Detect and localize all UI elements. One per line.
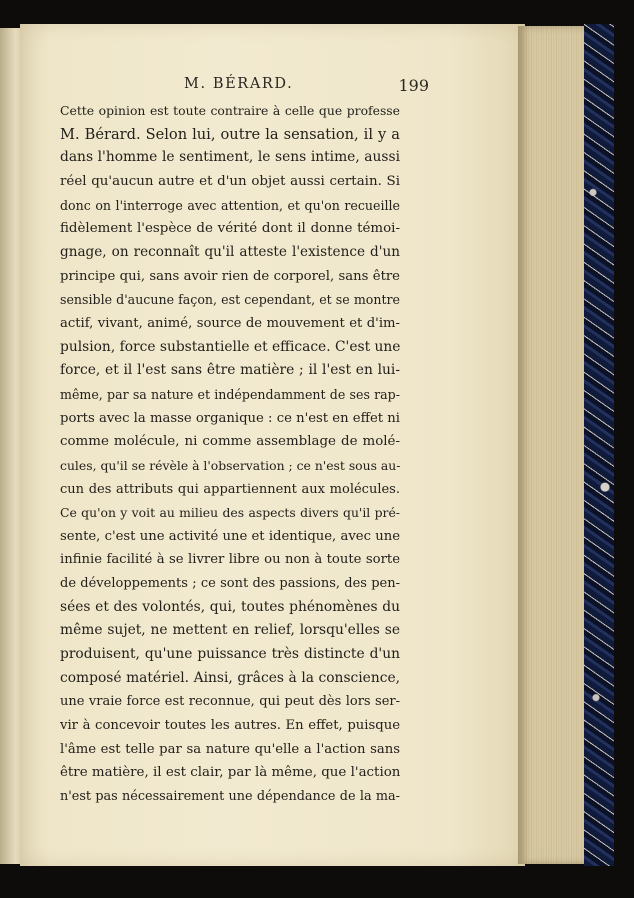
page-number: 199 bbox=[398, 76, 429, 95]
text-line: comme molécule, ni comme assemblage de molé- bbox=[60, 434, 400, 450]
text-line: sées et des volontés, qui, toutes phénomènes du bbox=[60, 598, 400, 615]
text-line: une vraie force est reconnue, qui peut dès lors ser- bbox=[60, 694, 400, 710]
page-stack-edge bbox=[518, 26, 590, 864]
text-line: fidèlement l'espèce de vérité dont il donne témoi- bbox=[60, 221, 400, 237]
text-line: Ce qu'on y voit au milieu des aspects divers qu'il pré- bbox=[60, 505, 400, 521]
text-line: produisent, qu'une puissance très distincte d'un bbox=[60, 646, 400, 663]
text-line: sensible d'aucune façon, est cependant, et se montre bbox=[60, 292, 400, 308]
facing-page-edge bbox=[0, 28, 22, 864]
text-line: même sujet, ne mettent en relief, lorsqu'elles se bbox=[60, 622, 400, 639]
text-line: Cette opinion est toute contraire à celle que professe bbox=[60, 103, 400, 118]
text-line: force, et il l'est sans être matière ; il l'est en lui- bbox=[60, 362, 400, 379]
text-line: cules, qu'il se révèle à l'observation ; ce n'est sous au- bbox=[60, 457, 401, 473]
text-line: ports avec la masse organique : ce n'est en effet ni bbox=[60, 410, 400, 426]
page-header bbox=[62, 76, 429, 98]
body-text bbox=[60, 99, 400, 809]
text-line: infinie facilité à se livrer libre ou non à toute sorte bbox=[60, 552, 400, 568]
text-line: n'est pas nécessairement une dépendance de la ma- bbox=[60, 789, 400, 805]
text-line: l'âme est telle par sa nature qu'elle a l'action sans bbox=[60, 741, 400, 757]
text-line: réel qu'aucun autre et d'un objet aussi certain. Si bbox=[60, 173, 400, 189]
text-line: M. Bérard. Selon lui, outre la sensation, il y a bbox=[60, 125, 400, 143]
text-line: donc on l'interroge avec attention, et qu'on recueille bbox=[60, 197, 400, 213]
text-line: composé matériel. Ainsi, grâces à la conscience, bbox=[60, 669, 400, 686]
marbled-cover bbox=[584, 24, 614, 866]
text-line: gnage, on reconnaît qu'il atteste l'existence d'un bbox=[60, 243, 400, 260]
text-line: dans l'homme le sentiment, le sens intime, aussi bbox=[60, 149, 400, 166]
text-line: de développements ; ce sont des passions, des pen- bbox=[60, 576, 400, 592]
text-line: vir à concevoir toutes les autres. En effet, puisque bbox=[60, 718, 400, 734]
text-line: être matière, il est clair, par là même, que l'action bbox=[60, 765, 401, 781]
running-head: M. BÉRARD. bbox=[184, 76, 294, 92]
text-line: cun des attributs qui appartiennent aux molécules. bbox=[60, 481, 400, 497]
text-line: même, par sa nature et indépendamment de ses rap- bbox=[60, 386, 400, 402]
text-line: sente, c'est une activité une et identique, avec une bbox=[60, 528, 400, 544]
text-line: actif, vivant, animé, source de mouvement et d'im- bbox=[60, 315, 400, 331]
text-line: principe qui, sans avoir rien de corporel, sans être bbox=[60, 268, 400, 284]
text-line: pulsion, force substantielle et efficace. C'est une bbox=[60, 338, 401, 355]
